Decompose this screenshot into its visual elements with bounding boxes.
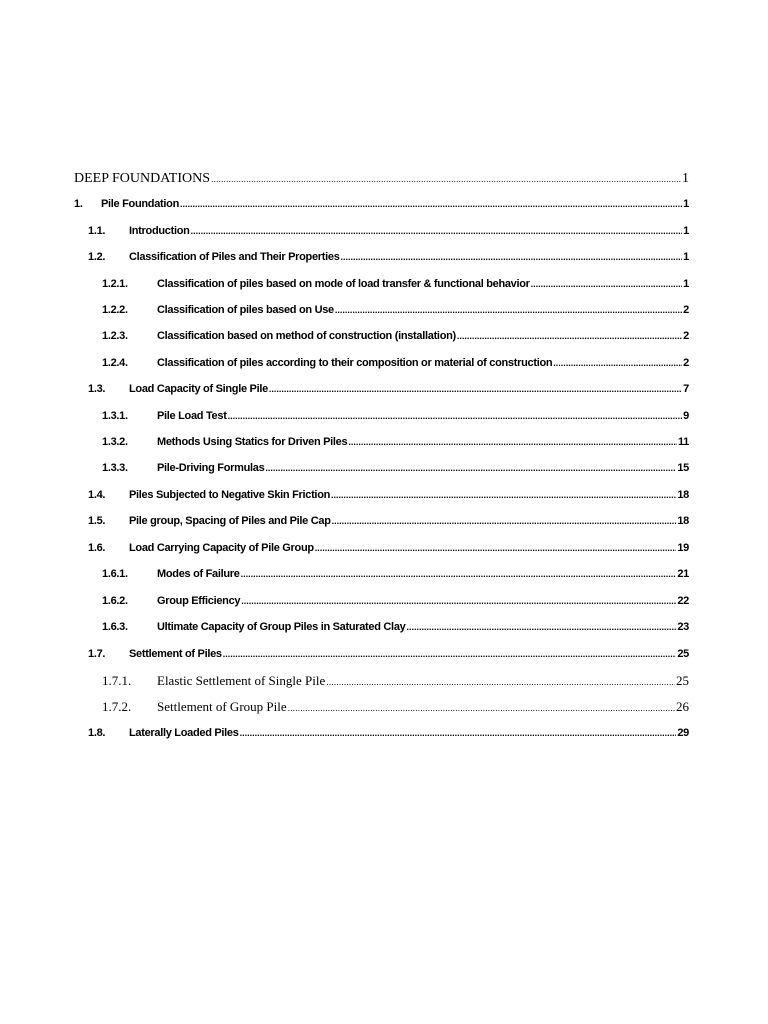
dot-leader	[180, 199, 682, 209]
toc-entry-number: 1.2.1.	[102, 278, 128, 290]
toc-entry-page: 7	[683, 383, 689, 395]
toc-entry-number: 1.2.	[88, 251, 106, 263]
toc-entry-page: 23	[677, 621, 689, 633]
toc-entry-page: 1	[683, 278, 689, 290]
toc-entry-page: 22	[677, 595, 689, 607]
toc-entry-title: Elastic Settlement of Single Pile	[157, 673, 326, 688]
toc-entry-page: 15	[677, 462, 689, 474]
dot-leader	[332, 516, 677, 526]
toc-entry-page: 29	[677, 727, 689, 739]
dot-leader	[331, 490, 676, 500]
toc-entry-number: 1.8.	[88, 727, 106, 739]
toc-entry-page: 26	[676, 699, 689, 714]
toc-entry[interactable]	[88, 251, 689, 263]
toc-entry-number: 1.7.	[88, 648, 106, 660]
dot-leader	[406, 622, 676, 632]
toc-entry-title: Classification of piles based on Use	[157, 304, 334, 316]
toc-entry[interactable]	[102, 621, 689, 633]
toc-entry[interactable]	[88, 489, 689, 501]
toc-entry-title: Methods Using Statics for Driven Piles	[157, 436, 348, 448]
dot-leader	[211, 174, 681, 184]
dot-leader	[223, 649, 677, 659]
toc-entry-title: Settlement of Piles	[129, 648, 222, 660]
toc-entry[interactable]	[102, 304, 689, 316]
dot-leader	[531, 279, 682, 289]
toc-entry-page: 1	[683, 251, 689, 263]
toc-entry-number: 1.1.	[88, 225, 106, 237]
toc-entry-title: Pile-Driving Formulas	[157, 462, 265, 474]
toc-entry[interactable]	[102, 595, 689, 607]
toc-entry[interactable]	[102, 673, 689, 689]
toc-entry-number: 1.3.2.	[102, 436, 128, 448]
toc-entry-page: 18	[677, 515, 689, 527]
toc-entry-title: Load Capacity of Single Pile	[129, 383, 268, 395]
toc-entry-number: 1.2.3.	[102, 330, 128, 342]
toc-entry-page: 1	[683, 198, 689, 210]
dot-leader	[241, 569, 677, 579]
toc-entry-number: 1.3.1.	[102, 410, 128, 422]
toc-entry-number: 1.4.	[88, 489, 106, 501]
toc-entry-title: Introduction	[129, 225, 190, 237]
dot-leader	[315, 543, 677, 553]
toc-heading-entry[interactable]	[74, 171, 689, 187]
toc-entry[interactable]	[74, 198, 689, 210]
dot-leader	[240, 728, 677, 738]
dot-leader	[553, 358, 682, 368]
dot-leader	[241, 596, 676, 606]
toc-entry-number: 1.	[74, 198, 83, 210]
toc-entry-page: 21	[677, 568, 689, 580]
toc-entry-title: Ultimate Capacity of Group Piles in Saturated Clay	[157, 621, 406, 633]
toc-entry-page: 2	[683, 357, 689, 369]
toc-entry-page: 2	[683, 304, 689, 316]
toc-entry-number: 1.2.2.	[102, 304, 128, 316]
toc-entry[interactable]	[88, 383, 689, 395]
toc-entry[interactable]	[88, 542, 689, 554]
dot-leader	[348, 437, 677, 447]
toc-entry-title: Group Efficiency	[157, 595, 241, 607]
dot-leader	[457, 331, 682, 341]
dot-leader	[288, 703, 675, 713]
toc-entry-number: 1.5.	[88, 515, 106, 527]
toc-entry-page: 25	[676, 673, 689, 688]
toc-entry-title: Laterally Loaded Piles	[129, 727, 239, 739]
dot-leader	[228, 411, 682, 421]
toc-entry[interactable]	[102, 568, 689, 580]
toc-entry-title: Pile Foundation	[101, 198, 179, 210]
toc-entry-number: 1.7.2.	[102, 699, 132, 714]
toc-entry-number: 1.6.1.	[102, 568, 128, 580]
toc-entry-page: 19	[677, 542, 689, 554]
toc-entry-title: Load Carrying Capacity of Pile Group	[129, 542, 314, 554]
toc-entry[interactable]	[102, 410, 689, 422]
dot-leader	[269, 384, 682, 394]
toc-entry-title: Modes of Failure	[157, 568, 240, 580]
toc-entry-number: 1.7.1.	[102, 673, 132, 688]
dot-leader	[341, 252, 682, 262]
dot-leader	[335, 305, 682, 315]
toc-entry-title: Piles Subjected to Negative Skin Friction	[129, 489, 331, 501]
toc-entry-page: 2	[683, 330, 689, 342]
toc-entry-number: 1.3.3.	[102, 462, 128, 474]
toc-entry-title: Classification based on method of construction (installation)	[157, 330, 456, 342]
toc-entry[interactable]	[88, 515, 689, 527]
toc-entry[interactable]	[88, 648, 689, 660]
toc-entry-page: 1	[682, 171, 689, 186]
toc-entry-page: 9	[683, 410, 689, 422]
toc-entry-page: 18	[677, 489, 689, 501]
toc-entry[interactable]	[102, 330, 689, 342]
toc-entry-page: 1	[683, 225, 689, 237]
toc-entry-title: Classification of Piles and Their Properties	[129, 251, 340, 263]
toc-entry-number: 1.6.3.	[102, 621, 128, 633]
toc-entry[interactable]	[102, 357, 689, 369]
dot-leader	[265, 463, 676, 473]
toc-entry[interactable]	[102, 462, 689, 474]
dot-leader	[191, 226, 682, 236]
toc-entry[interactable]	[102, 436, 689, 448]
toc-entry-page: 11	[677, 436, 689, 448]
toc-entry-page: 25	[677, 648, 689, 660]
toc-entry-title: Classification of piles based on mode of load transfer & functional behavior	[157, 278, 530, 290]
toc-entry[interactable]	[88, 225, 689, 237]
toc-entry-title: Pile Load Test	[157, 410, 227, 422]
toc-entry-number: 1.3.	[88, 383, 106, 395]
toc-entry[interactable]	[102, 699, 689, 715]
toc-entry-number: 1.6.2.	[102, 595, 128, 607]
toc-entry[interactable]	[88, 727, 689, 739]
toc-entry-title: Classification of piles according to their composition or material of construction	[157, 357, 553, 369]
toc-entry-title: DEEP FOUNDATIONS	[74, 171, 210, 186]
toc-entry-number: 1.6.	[88, 542, 106, 554]
toc-entry-title: Pile group, Spacing of Piles and Pile Cap	[129, 515, 331, 527]
dot-leader	[326, 677, 675, 687]
toc-entry-title: Settlement of Group Pile	[157, 699, 287, 714]
toc-entry[interactable]	[102, 278, 689, 290]
toc-entry-number: 1.2.4.	[102, 357, 128, 369]
